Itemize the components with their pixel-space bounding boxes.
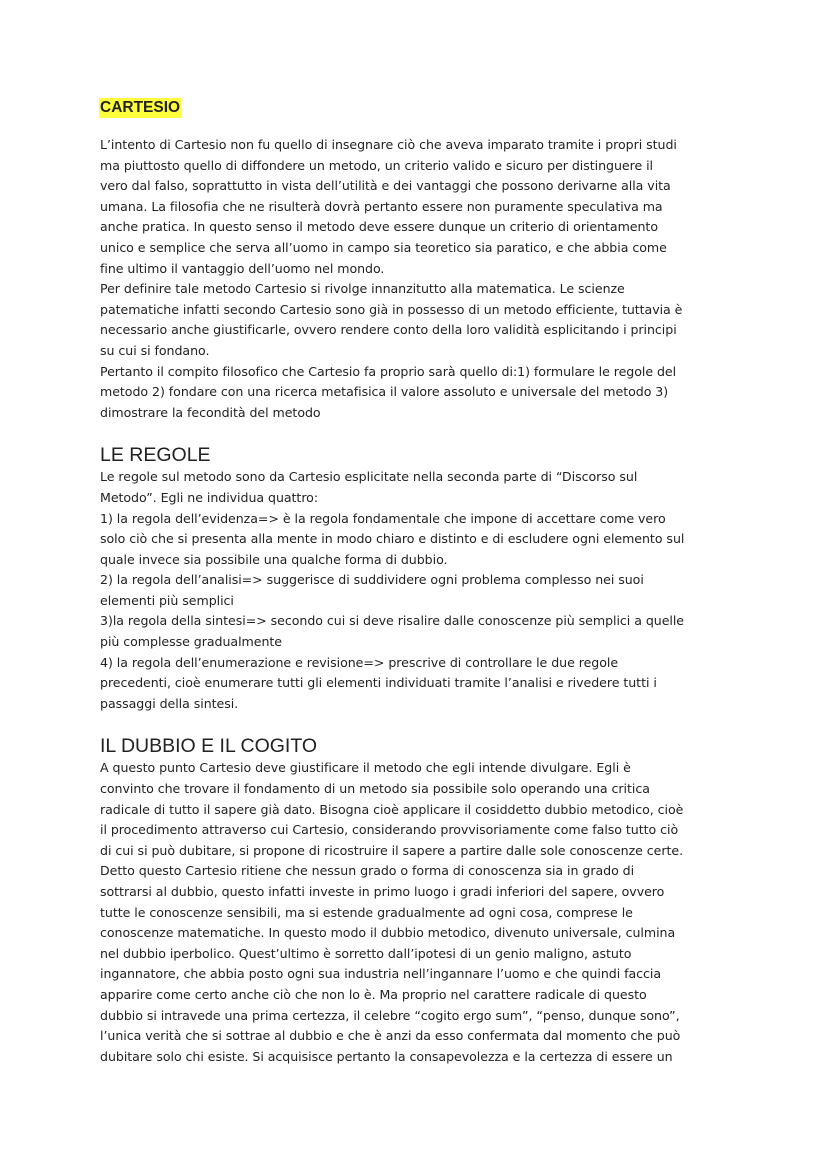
section-heading-regole: LE REGOLE	[100, 444, 211, 467]
text-line: su cui si fondano.	[100, 342, 210, 358]
text-line: patematiche infatti secondo Cartesio sono già in possesso di un metodo efficiente, tuttavia è	[100, 301, 683, 317]
text-line: anche pratica. In questo senso il metodo deve essere dunque un criterio di orientamento	[100, 219, 658, 235]
text-line: vero dal falso, soprattutto in vista dell’utilità e dei vantaggi che possono derivarne alla vita	[100, 178, 671, 194]
intro-paragraph	[100, 135, 732, 423]
text-line: 3)la regola della sintesi=> secondo cui si deve risalire dalle conoscenze più semplici a quelle	[100, 613, 684, 629]
text-line: metodo 2) fondare con una ricerca metafisica il valore assoluto e universale del metodo 3)	[100, 384, 669, 400]
text-line: solo ciò che si presenta alla mente in modo chiaro e distinto e di escludere ogni elemento sul	[100, 531, 685, 547]
text-line: 4) la regola dell’enumerazione e revisione=> prescrive di controllare le due regole	[100, 654, 619, 670]
text-line: quale invece sia possibile una qualche forma di dubbio.	[100, 551, 448, 567]
text-line: Metodo”. Egli ne individua quattro:	[100, 489, 319, 505]
regole-paragraph	[100, 467, 732, 714]
text-line: A questo punto Cartesio deve giustificare il metodo che egli intende divulgare. Egli è	[100, 760, 631, 776]
text-line: Le regole sul metodo sono da Cartesio esplicitate nella seconda parte di “Discorso sul	[100, 469, 638, 485]
text-line: L’intento di Cartesio non fu quello di insegnare ciò che aveva imparato tramite i propri studi	[100, 137, 677, 152]
text-line: fine ultimo il vantaggio dell’uomo nel mondo.	[100, 260, 385, 276]
document-title: CARTESIO	[100, 99, 181, 116]
text-line: radicale di tutto il sapere già dato. Bisogna cioè applicare il cosiddetto dubbio metodico, cioè	[100, 801, 684, 817]
dubbio-paragraph	[100, 758, 732, 1067]
text-line: tutte le conoscenze sensibili, ma si estende gradualmente ad ogni cosa, comprese le	[100, 904, 633, 920]
text-line: conoscenze matematiche. In questo modo il dubbio metodico, divenuto universale, culmina	[100, 925, 676, 941]
text-line: dubitare solo chi esiste. Si acquisisce pertanto la consapevolezza e la certezza di essere un	[100, 1048, 673, 1064]
text-line: umana. La filosofia che ne risulterà dovrà pertanto essere non puramente speculativa ma	[100, 198, 663, 214]
text-line: sottrarsi al dubbio, questo infatti investe in primo luogo i gradi inferiori del sapere, ovvero	[100, 884, 665, 899]
text-line: dimostrare la fecondità del metodo	[100, 404, 321, 420]
text-line: Detto questo Cartesio ritiene che nessun grado o forma di conoscenza sia in grado di	[100, 863, 635, 879]
section-heading-dubbio: IL DUBBIO E IL COGITO	[100, 735, 318, 758]
text-line: Per definire tale metodo Cartesio si rivolge innanzitutto alla matematica. Le scienze	[100, 281, 625, 297]
text-line: convinto che trovare il fondamento di un metodo sia possibile solo operando una critica	[100, 781, 650, 797]
text-line: apparire come certo anche ciò che non lo è. Ma proprio nel carattere radicale di questo	[100, 986, 647, 1002]
text-line: unico e semplice che serva all’uomo in campo sia teoretico sia paratico, e che abbia come	[100, 239, 667, 255]
text-line: precedenti, cioè enumerare tutti gli elementi individuati tramite l’analisi e rivedere tutti i	[100, 675, 657, 691]
text-line: ingannatore, che abbia posto ogni sua industria nell’ingannare l’uomo e che quindi faccia	[100, 966, 662, 982]
text-line: elementi più semplici	[100, 592, 234, 608]
text-line: 2) la regola dell’analisi=> suggerisce di suddividere ogni problema complesso nei suoi	[100, 572, 644, 588]
text-line: necessario anche giustificarle, ovvero rendere conto della loro validità esplicitando i principi	[100, 322, 677, 338]
text-line: passaggi della sintesi.	[100, 695, 239, 711]
text-line: 1) la regola dell’evidenza=> è la regola fondamentale che impone di accettare come vero	[100, 510, 666, 526]
text-line: più complesse gradualmente	[100, 634, 282, 650]
text-line: ma piuttosto quello di diffondere un metodo, un criterio valido e sicuro per distinguere il	[100, 157, 654, 173]
text-line: l’unica verità che si sottrae al dubbio e che è anzi da esso confermata dal momento che può	[100, 1028, 681, 1044]
text-line: nel dubbio iperbolico. Quest’ultimo è sorretto dall’ipotesi di un genio maligno, astuto	[100, 945, 632, 961]
text-line: dubbio si intravede una prima certezza, il celebre “cogito ergo sum”, “penso, dunque sono”,	[100, 1007, 680, 1023]
text-line: Pertanto il compito filosofico che Cartesio fa proprio sarà quello di:1) formulare le regole del	[100, 363, 677, 379]
document-page	[100, 97, 732, 1067]
text-line: di cui si può dubitare, si propone di ricostruire il sapere a partire dalle sole conoscenze certe.	[100, 842, 684, 858]
text-line: il procedimento attraverso cui Cartesio, considerando provvisoriamente come falso tutto ciò	[100, 822, 679, 838]
